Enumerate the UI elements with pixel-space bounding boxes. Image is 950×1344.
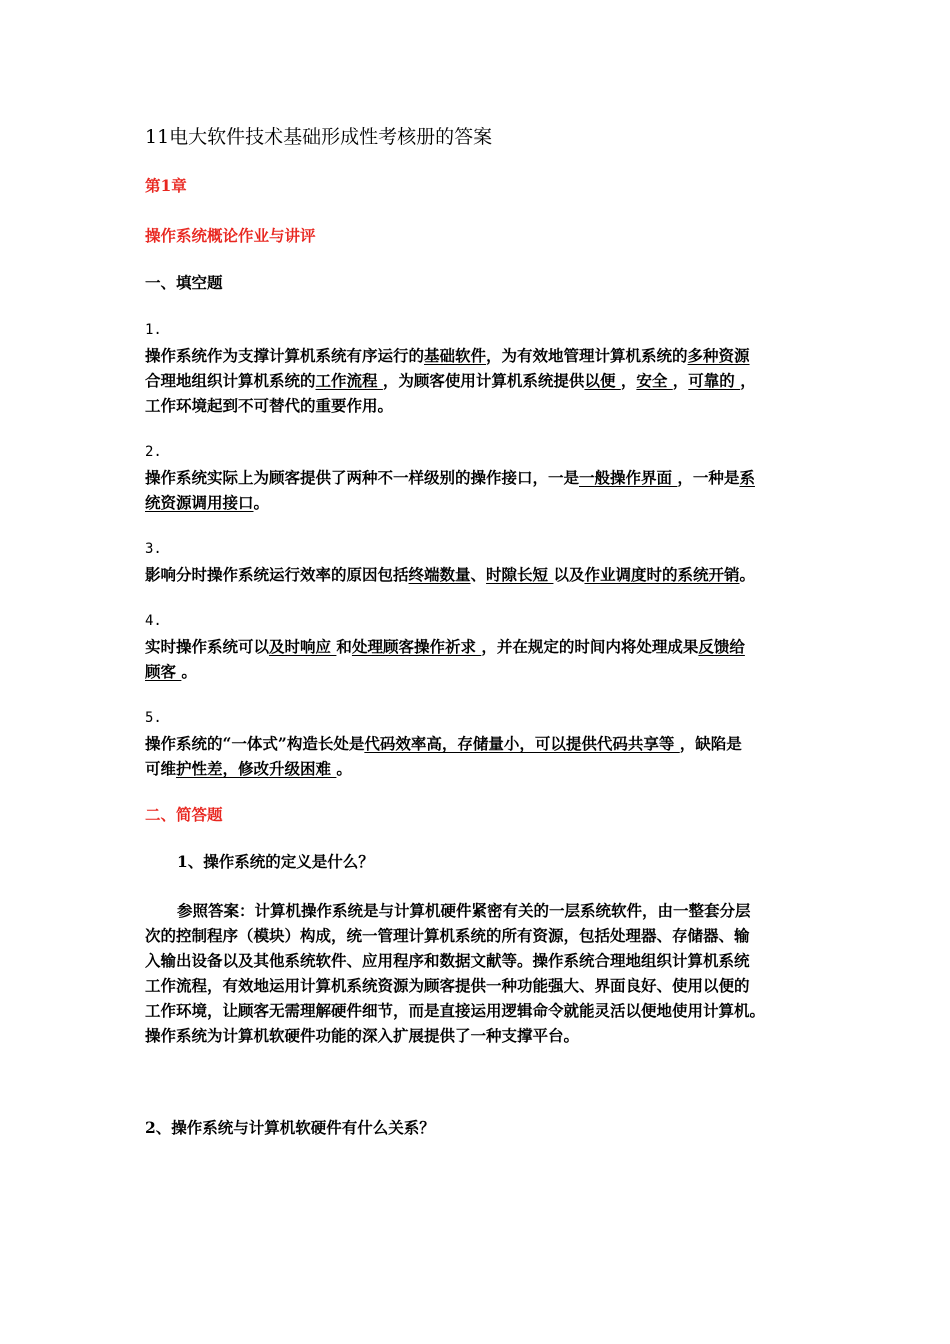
answer-blank: 系: [739, 468, 755, 487]
question-text: 。: [181, 662, 197, 681]
answer-line: 工作流程，有效地运用计算机系统资源为顾客提供一种功能强大、界面良好、使用以便的: [145, 976, 750, 995]
question-line: [145, 368, 815, 393]
question-line: [145, 490, 815, 515]
chapter-heading: 第1章: [145, 176, 187, 195]
question-text: ，: [672, 371, 689, 390]
question-line: [145, 343, 815, 368]
question-text: ，为有效地管理计算机系统的: [486, 346, 688, 365]
question-text: 和: [336, 637, 352, 656]
answer-line: 操作系统为计算机软硬件功能的深入扩展提供了一种支撑平台。: [145, 1026, 580, 1045]
question-2: [145, 440, 815, 515]
question-3: [145, 537, 815, 587]
question-line: [145, 634, 815, 659]
question-line: [145, 731, 815, 756]
answer-blank: 可靠的: [688, 371, 741, 390]
document-title: 11电大软件技术基础形成性考核册的答案: [145, 126, 493, 148]
short-question-1: 1、操作系统的定义是什么？: [177, 852, 374, 871]
short-question-2: 2、操作系统与计算机软硬件有什么关系？: [145, 1118, 435, 1137]
question-text: 影响分时操作系统运行效率的原因包括: [145, 565, 409, 584]
question-text: ，缺陷是: [679, 734, 742, 753]
question-text: 以及: [553, 565, 585, 584]
question-text: 合理地组织计算机系统的: [145, 371, 316, 390]
question-text: ，一种是: [677, 468, 740, 487]
answer-blank: 护性差，修改升级困难: [176, 759, 337, 778]
question-text: ，并在规定的时间内将处理成果: [481, 637, 699, 656]
question-text: ，为顾客使用计算机系统提供: [382, 371, 585, 390]
question-number: 1.: [145, 322, 162, 338]
fill-in-heading: 一、填空题: [145, 273, 223, 292]
question-line: [145, 756, 815, 781]
answer-blank: 时隙长短: [486, 565, 554, 584]
answer-blank: 多种资源: [687, 346, 750, 365]
question-text: 。: [336, 759, 352, 778]
answer-line: 入输出设备以及其他系统软件、应用程序和数据文献等。操作系统合理地组织计算机系统: [145, 951, 750, 970]
answer-blank: 以便: [584, 371, 621, 390]
question-number: 2.: [145, 444, 162, 460]
answer-paragraph-1: [145, 898, 815, 1048]
question-text: 可维: [145, 759, 177, 778]
question-text: ，: [740, 371, 756, 390]
answer-line: 次的控制程序（模块）构成，统一管理计算机系统的所有资源，包括处理器、存储器、输: [145, 926, 750, 945]
question-text: 工作环境起到不可替代的重要作用。: [145, 396, 394, 415]
answer-blank: 反馈给: [698, 637, 745, 656]
question-text: 。: [739, 565, 755, 584]
question-number: 5.: [145, 710, 162, 726]
question-line: [145, 659, 815, 684]
answer-blank: 作业调度时的系统开销: [584, 565, 740, 584]
question-1: [145, 318, 815, 418]
question-text: ，: [620, 371, 637, 390]
section-heading: 操作系统概论作业与讲评: [145, 226, 316, 245]
question-text: 实时操作系统可以: [145, 637, 270, 656]
question-4: [145, 609, 815, 684]
question-5: [145, 706, 815, 781]
question-number: 4.: [145, 613, 162, 629]
question-text: 、: [470, 565, 487, 584]
answer-line: 参照答案：计算机操作系统是与计算机硬件紧密有关的一层系统软件，由一整套分层: [177, 901, 751, 920]
question-line: [145, 465, 815, 490]
question-line: [145, 562, 815, 587]
answer-blank: 顾客: [145, 662, 182, 681]
answer-blank: 代码效率高，存储量小，可以提供代码共享等: [364, 734, 680, 753]
short-answer-heading: 二、简答题: [145, 805, 223, 824]
question-text: 操作系统作为支撑计算机系统有序运行的: [145, 346, 425, 365]
question-text: 。: [253, 493, 270, 512]
answer-blank: 基础软件: [424, 346, 487, 365]
answer-blank: 一般操作界面: [579, 468, 678, 487]
answer-blank: 处理顾客操作祈求: [351, 637, 482, 656]
answer-blank: 工作流程: [315, 371, 383, 390]
question-text: 操作系统实际上为顾客提供了两种不一样级别的操作接口，一是: [145, 468, 580, 487]
question-text: 操作系统的“一体式”构造长处是: [145, 734, 365, 753]
answer-blank: 及时响应: [269, 637, 337, 656]
answer-line: 工作环境，让顾客无需理解硬件细节，而是直接运用逻辑命令就能灵活以便地使用计算机。: [145, 1001, 766, 1020]
answer-blank: 终端数量: [408, 565, 471, 584]
question-number: 3.: [145, 541, 162, 557]
answer-blank: 安全: [636, 371, 673, 390]
answer-blank: 统资源调用接口: [145, 493, 254, 512]
